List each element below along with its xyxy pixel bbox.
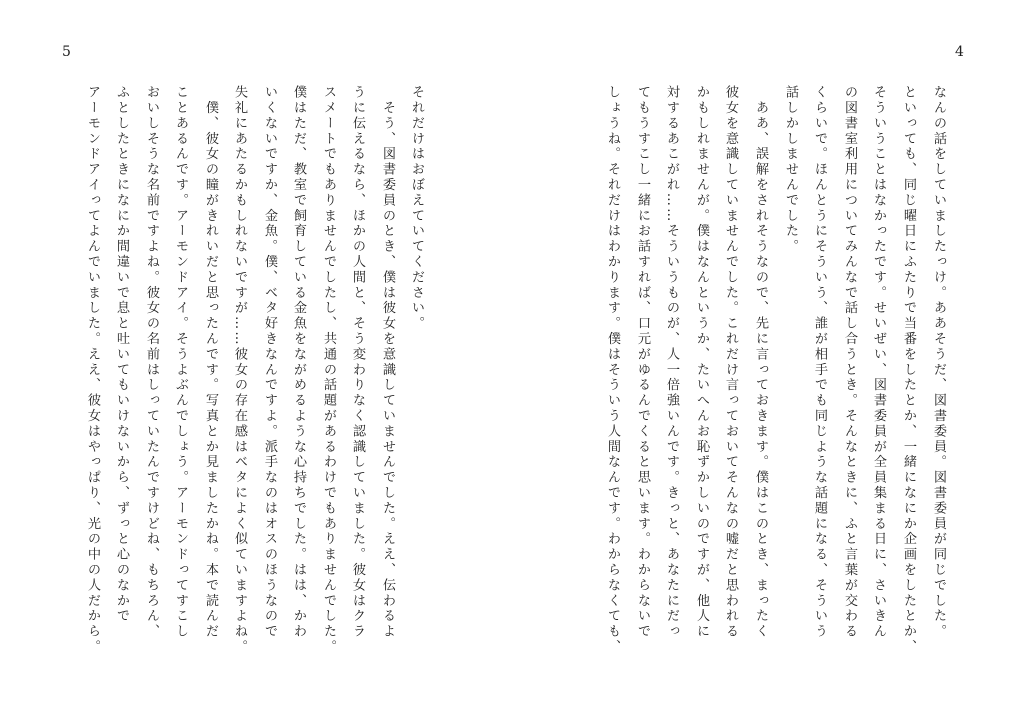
text-column: なんの話をしていましたっけ。ああそうだ、図書委員。図書委員が同じでした。 [931,85,946,640]
text-column: そう、図書委員のとき、僕は彼女を意識していませんでした。ええ、伝わるよ [380,85,395,640]
text-column: うに伝えるなら、ほかの人間と、そう変わりなく認識していました。彼女はクラ [350,85,365,640]
text-column: 失礼にあたるかもしれないですが……彼女の存在感はベタによく似ていますよね。 [232,85,247,655]
text-column: アーモンドアイってよんでいました。ええ、彼女はやっぱり、光の中の人だから。 [85,85,100,655]
text-column: てもうすこし一緒にお話すれば、口元がゆるんでくると思います。わからないで [635,85,650,640]
text-column: 対するあこがれ……そういうものが、人一倍強いんです。きっと、あなたにだっ [664,85,679,640]
text-column: しょうね。それだけはわかります。僕はそういう人間なんです。わからなくても、 [605,85,620,655]
text-column: 僕、彼女の瞳がきれいだと思ったんです。写真とか見ましたかね。本で読んだ [203,85,218,640]
text-column: 僕はただ、教室で飼育している金魚をながめるような心持ちでした。はは、かわ [291,85,306,640]
text-column: ことあるんです。アーモンドアイ。そうよぶんでしょう。アーモンドってすこし [173,85,188,640]
text-column: ああ、誤解をされそうなので、先に言っておきます。僕はこのとき、まったく [753,85,768,640]
text-column: くらいで。ほんとうにそういう、誰が相手でも同じような話題になる、そういう [812,85,827,640]
text-column: の図書室利用についてみんなで話し合うとき。そんなときに、ふと言葉が交わる [842,85,857,640]
text-column: それだけはおぼえていてください。 [409,85,424,332]
text-column: そういうことはなかったです。せいぜい、図書委員が全員集まる日に、さいきん [871,85,886,640]
text-column: ふとしたときになにか間違いで息と吐いてもいけないから、ずっと心のなかで [114,85,129,624]
text-column: いくないですか、金魚。僕、ベタ好きなんですよ。派手なのはオスのほうなので [262,85,277,640]
text-column: 話しかしませんでした。 [783,85,798,255]
page-number-left: 5 [62,44,71,60]
text-column: 彼女を意識していませんでした。これだけ言っておいてそんなの嘘だと思われる [723,85,738,640]
text-column: といっても、同じ曜日にふたりで当番をしたとか、一緒になにか企画をしたとか、 [901,85,916,655]
text-column: スメートでもありませんでしたし、共通の話題があるわけでもありませんでした。 [321,85,336,655]
text-column: おいしそうな名前ですよね。彼女の名前はしっていたんですけどね、もちろん、 [144,85,159,640]
page-number-right: 4 [955,44,964,60]
text-column: かもしれませんが。僕はなんというか、たいへんお恥ずかしいのですが、他人に [694,85,709,640]
